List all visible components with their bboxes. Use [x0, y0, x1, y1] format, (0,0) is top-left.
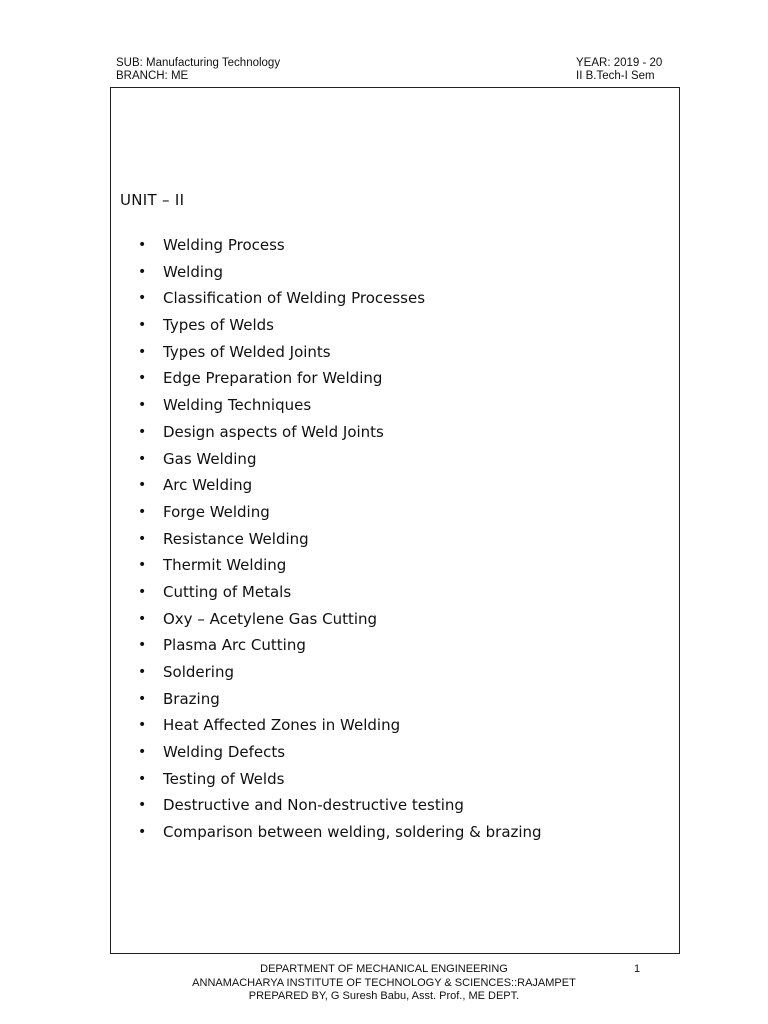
- topic-item: [138, 579, 542, 606]
- topic-label: Soldering: [163, 663, 234, 681]
- bullet-icon: •: [138, 423, 147, 440]
- topic-label: Types of Welds: [163, 316, 274, 335]
- bullet-icon: •: [138, 317, 147, 334]
- semester-label: II B.Tech-I Sem: [576, 70, 655, 82]
- bullet-icon: •: [138, 610, 147, 627]
- topic-label: Welding Process: [163, 236, 285, 254]
- bullet-icon: •: [138, 664, 147, 680]
- bullet-icon: •: [138, 637, 147, 654]
- topic-label: Gas Welding: [163, 449, 257, 468]
- topic-label: Thermit Welding: [163, 556, 287, 575]
- year-label: YEAR: 2019 - 20: [576, 57, 663, 69]
- bullet-icon: •: [138, 503, 147, 520]
- bullet-icon: •: [138, 343, 147, 360]
- topic-item: [138, 739, 542, 766]
- topic-item: [138, 232, 542, 259]
- topic-item: [138, 259, 542, 286]
- topic-item: [138, 712, 542, 739]
- topic-label: Welding: [163, 262, 224, 281]
- footer-prepared-by: PREPARED BY, G Suresh Babu, Asst. Prof., ME DEPT.: [248, 990, 520, 1002]
- bullet-icon: •: [138, 530, 147, 547]
- topic-item: [138, 792, 542, 819]
- topic-item: [138, 526, 542, 553]
- topic-label: Heat Affected Zones in Welding: [163, 716, 401, 735]
- bullet-icon: •: [138, 237, 147, 253]
- topic-item: [138, 819, 542, 846]
- bullet-icon: •: [138, 477, 147, 494]
- topic-label: Edge Preparation for Welding: [163, 369, 383, 388]
- header-left: [116, 57, 280, 83]
- topic-item: [138, 552, 542, 579]
- topic-item: [138, 419, 542, 446]
- topic-label: Brazing: [163, 689, 220, 708]
- bullet-icon: •: [138, 583, 147, 600]
- unit-title: UNIT – II: [120, 191, 185, 209]
- topic-label: Welding Defects: [163, 743, 286, 762]
- topic-item: [138, 632, 542, 659]
- topic-item: [138, 606, 542, 633]
- bullet-icon: •: [138, 557, 147, 574]
- bullet-icon: •: [138, 797, 147, 814]
- bullet-icon: •: [138, 397, 147, 414]
- topic-label: Cutting of Metals: [163, 582, 292, 601]
- topic-item: [138, 339, 542, 366]
- topic-label: Arc Welding: [163, 476, 253, 495]
- topic-item: [138, 446, 542, 473]
- topic-label: Testing of Welds: [163, 769, 285, 788]
- bullet-icon: •: [138, 290, 147, 307]
- topic-item: [138, 659, 542, 686]
- footer-department: DEPARTMENT OF MECHANICAL ENGINEERING: [260, 963, 508, 975]
- topic-label: Destructive and Non-destructive testing: [163, 796, 464, 815]
- topic-item: [138, 766, 542, 793]
- topic-label: Welding Techniques: [163, 396, 312, 415]
- topic-item: [138, 472, 542, 499]
- bullet-icon: •: [138, 690, 147, 707]
- topic-list: [138, 232, 542, 846]
- bullet-icon: •: [138, 744, 147, 761]
- footer-institute: ANNAMACHARYA INSTITUTE OF TECHNOLOGY & SCIENCES::RAJAMPET: [192, 977, 576, 989]
- subject-label: SUB: Manufacturing Technology: [116, 57, 281, 69]
- topic-item: [138, 365, 542, 392]
- bullet-icon: •: [138, 824, 147, 841]
- topic-label: Plasma Arc Cutting: [163, 636, 306, 655]
- topic-label: Classification of Welding Processes: [163, 289, 426, 308]
- page-number: 1: [634, 963, 641, 975]
- topic-item: [138, 285, 542, 312]
- topic-label: Forge Welding: [163, 502, 270, 521]
- topic-item: [138, 392, 542, 419]
- header-right: [576, 57, 662, 83]
- topic-label: Oxy – Acetylene Gas Cutting: [163, 609, 378, 628]
- topic-label: Comparison between welding, soldering & brazing: [163, 823, 542, 842]
- bullet-icon: •: [138, 770, 147, 787]
- topic-label: Types of Welded Joints: [163, 342, 331, 361]
- topic-item: [138, 499, 542, 526]
- branch-label: BRANCH: ME: [116, 70, 189, 82]
- topic-item: [138, 686, 542, 713]
- bullet-icon: •: [138, 717, 147, 734]
- bullet-icon: •: [138, 450, 147, 467]
- topic-label: Resistance Welding: [163, 529, 309, 548]
- topic-item: [138, 312, 542, 339]
- bullet-icon: •: [138, 263, 147, 280]
- topic-label: Design aspects of Weld Joints: [163, 422, 384, 441]
- bullet-icon: •: [138, 370, 147, 387]
